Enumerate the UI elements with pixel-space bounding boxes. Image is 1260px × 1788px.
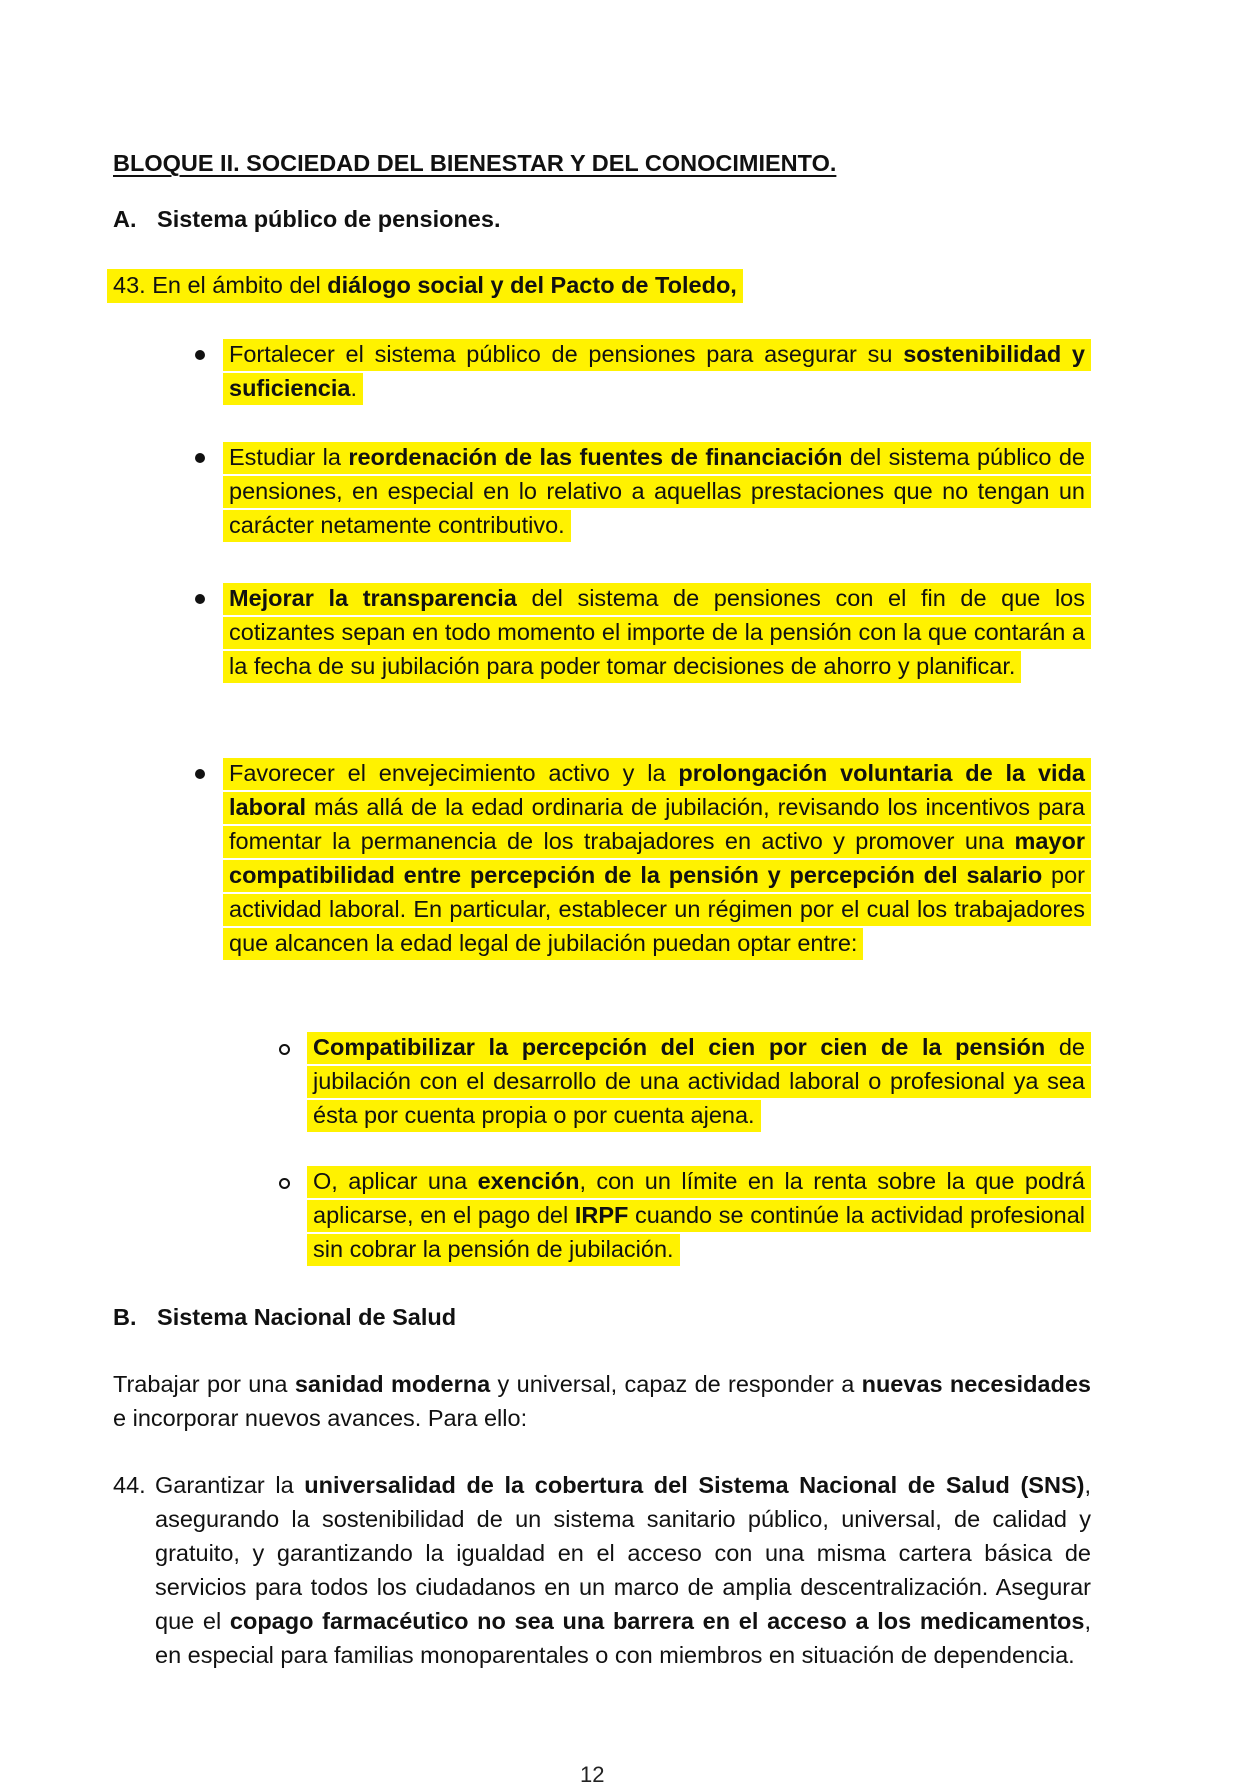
bullet-icon <box>195 453 205 463</box>
bullet-icon <box>195 769 205 779</box>
subbullet-2-bold-2: IRPF <box>574 1202 629 1228</box>
bullet-icon <box>195 350 205 360</box>
circle-bullet-icon <box>279 1044 290 1055</box>
bullet-4-bold-1: prolongación voluntaria de la vida laboral <box>229 760 1086 820</box>
item-44-bold-2: copago farmacéutico no sea una barrera en el acceso a los medicamentos <box>229 1608 1085 1634</box>
subbullet-2-text-3: cuando se continúe la actividad profesional sin cobrar la pensión de jubilación. <box>313 1202 1085 1262</box>
subbullet-1 <box>313 1030 1091 1132</box>
intro-b-text-3: e incorporar nuevos avances. Para ello: <box>113 1405 528 1431</box>
item-43-text: En el ámbito del <box>152 272 328 298</box>
bullet-1-end: . <box>350 375 358 401</box>
subbullet-2-text-2: , con un límite en la renta sobre la que podrá aplicarse, en el pago del <box>313 1168 1085 1228</box>
item-44-text-1: Garantizar la <box>155 1472 305 1498</box>
bullet-4-text-2: más allá de la edad ordinaria de jubilación, revisando los incentivos para fomentar la permanencia de los trabajadores en activo y promover una <box>229 794 1085 854</box>
bloque-title: BLOQUE II. SOCIEDAD DEL BIENESTAR Y DEL CONOCIMIENTO. <box>113 150 837 176</box>
bullet-2-rest: del sistema público de pensiones, en especial en lo relativo a aquellas prestaciones que no tengan un carácter netamente contributivo. <box>229 444 1085 538</box>
bullet-3-bold: Mejorar la transparencia <box>229 585 517 611</box>
bullet-icon <box>195 594 205 604</box>
bullet-2-text: Estudiar la <box>229 444 349 470</box>
item-44-text-2: , asegurando la sostenibilidad de un sistema sanitario público, universal, de calidad y gratuito, y garantizando la igualdad en el acceso con una misma cartera básica de servicios para todos los ciudadanos en un marco de amplia descentralización. Asegurar que el <box>155 1472 1091 1634</box>
intro-b-bold-1: sanidad moderna <box>294 1371 491 1397</box>
bullet-1-bold: sostenibilidad y suficiencia <box>229 341 1086 401</box>
intro-b-paragraph <box>113 1367 1091 1435</box>
subbullet-2 <box>313 1164 1091 1266</box>
section-b-heading <box>113 1300 456 1334</box>
item-44-bold-1: universalidad de la cobertura del Sistema Nacional de Salud (SNS) <box>304 1472 1085 1498</box>
intro-b-bold-2: nuevas necesidades <box>861 1371 1091 1397</box>
section-b-title: Sistema Nacional de Salud <box>157 1304 457 1330</box>
circle-bullet-icon <box>279 1178 290 1189</box>
intro-b-text-1: Trabajar por una <box>113 1371 295 1397</box>
section-a-title: Sistema público de pensiones. <box>157 206 501 232</box>
section-a-letter: A. <box>113 206 137 232</box>
item-44-text-3: , en especial para familias monoparentales o con miembros en situación de dependencia. <box>155 1608 1091 1668</box>
item-43-number: 43. <box>113 272 146 298</box>
bullet-4 <box>229 756 1091 960</box>
item-44 <box>155 1468 1091 1672</box>
item-43-bold: diálogo social y del Pacto de Toledo, <box>327 272 737 298</box>
bullet-2-bold: reordenación de las fuentes de financiación <box>348 444 843 470</box>
bullet-4-bold-2: mayor compatibilidad entre percepción de la pensión y percepción del salario <box>229 828 1085 888</box>
item-44-number: 44. <box>113 1472 146 1498</box>
subbullet-2-bold-1: exención <box>477 1168 580 1194</box>
bullet-3-text: del sistema de pensiones con el fin de que los cotizantes sepan en todo momento el importe de la pensión con la que contarán a la fecha de su jubilación para poder tomar decisiones de ahorro y planificar. <box>229 585 1085 679</box>
bullet-3 <box>229 581 1091 683</box>
bullet-4-text: Favorecer el envejecimiento activo y la <box>229 760 679 786</box>
page-number: 12 <box>580 1762 605 1787</box>
section-a-heading <box>113 202 500 236</box>
bullet-1-text: Fortalecer el sistema público de pensiones para asegurar su <box>229 341 904 367</box>
subbullet-2-text-1: O, aplicar una <box>313 1168 478 1194</box>
section-b-letter: B. <box>113 1304 137 1330</box>
subbullet-1-text: de jubilación con el desarrollo de una actividad laboral o profesional ya sea ésta por cuenta propia o por cuenta ajena. <box>313 1034 1085 1128</box>
bullet-1 <box>229 337 1091 405</box>
bullet-4-text-3: por actividad laboral. En particular, establecer un régimen por el cual los trabajadores que alcancen la edad legal de jubilación puedan optar entre: <box>229 862 1085 956</box>
item-43 <box>107 268 743 302</box>
subbullet-1-bold: Compatibilizar la percepción del cien por cien de la pensión <box>313 1034 1046 1060</box>
bullet-2 <box>229 440 1091 542</box>
intro-b-text-2: y universal, capaz de responder a <box>490 1371 862 1397</box>
